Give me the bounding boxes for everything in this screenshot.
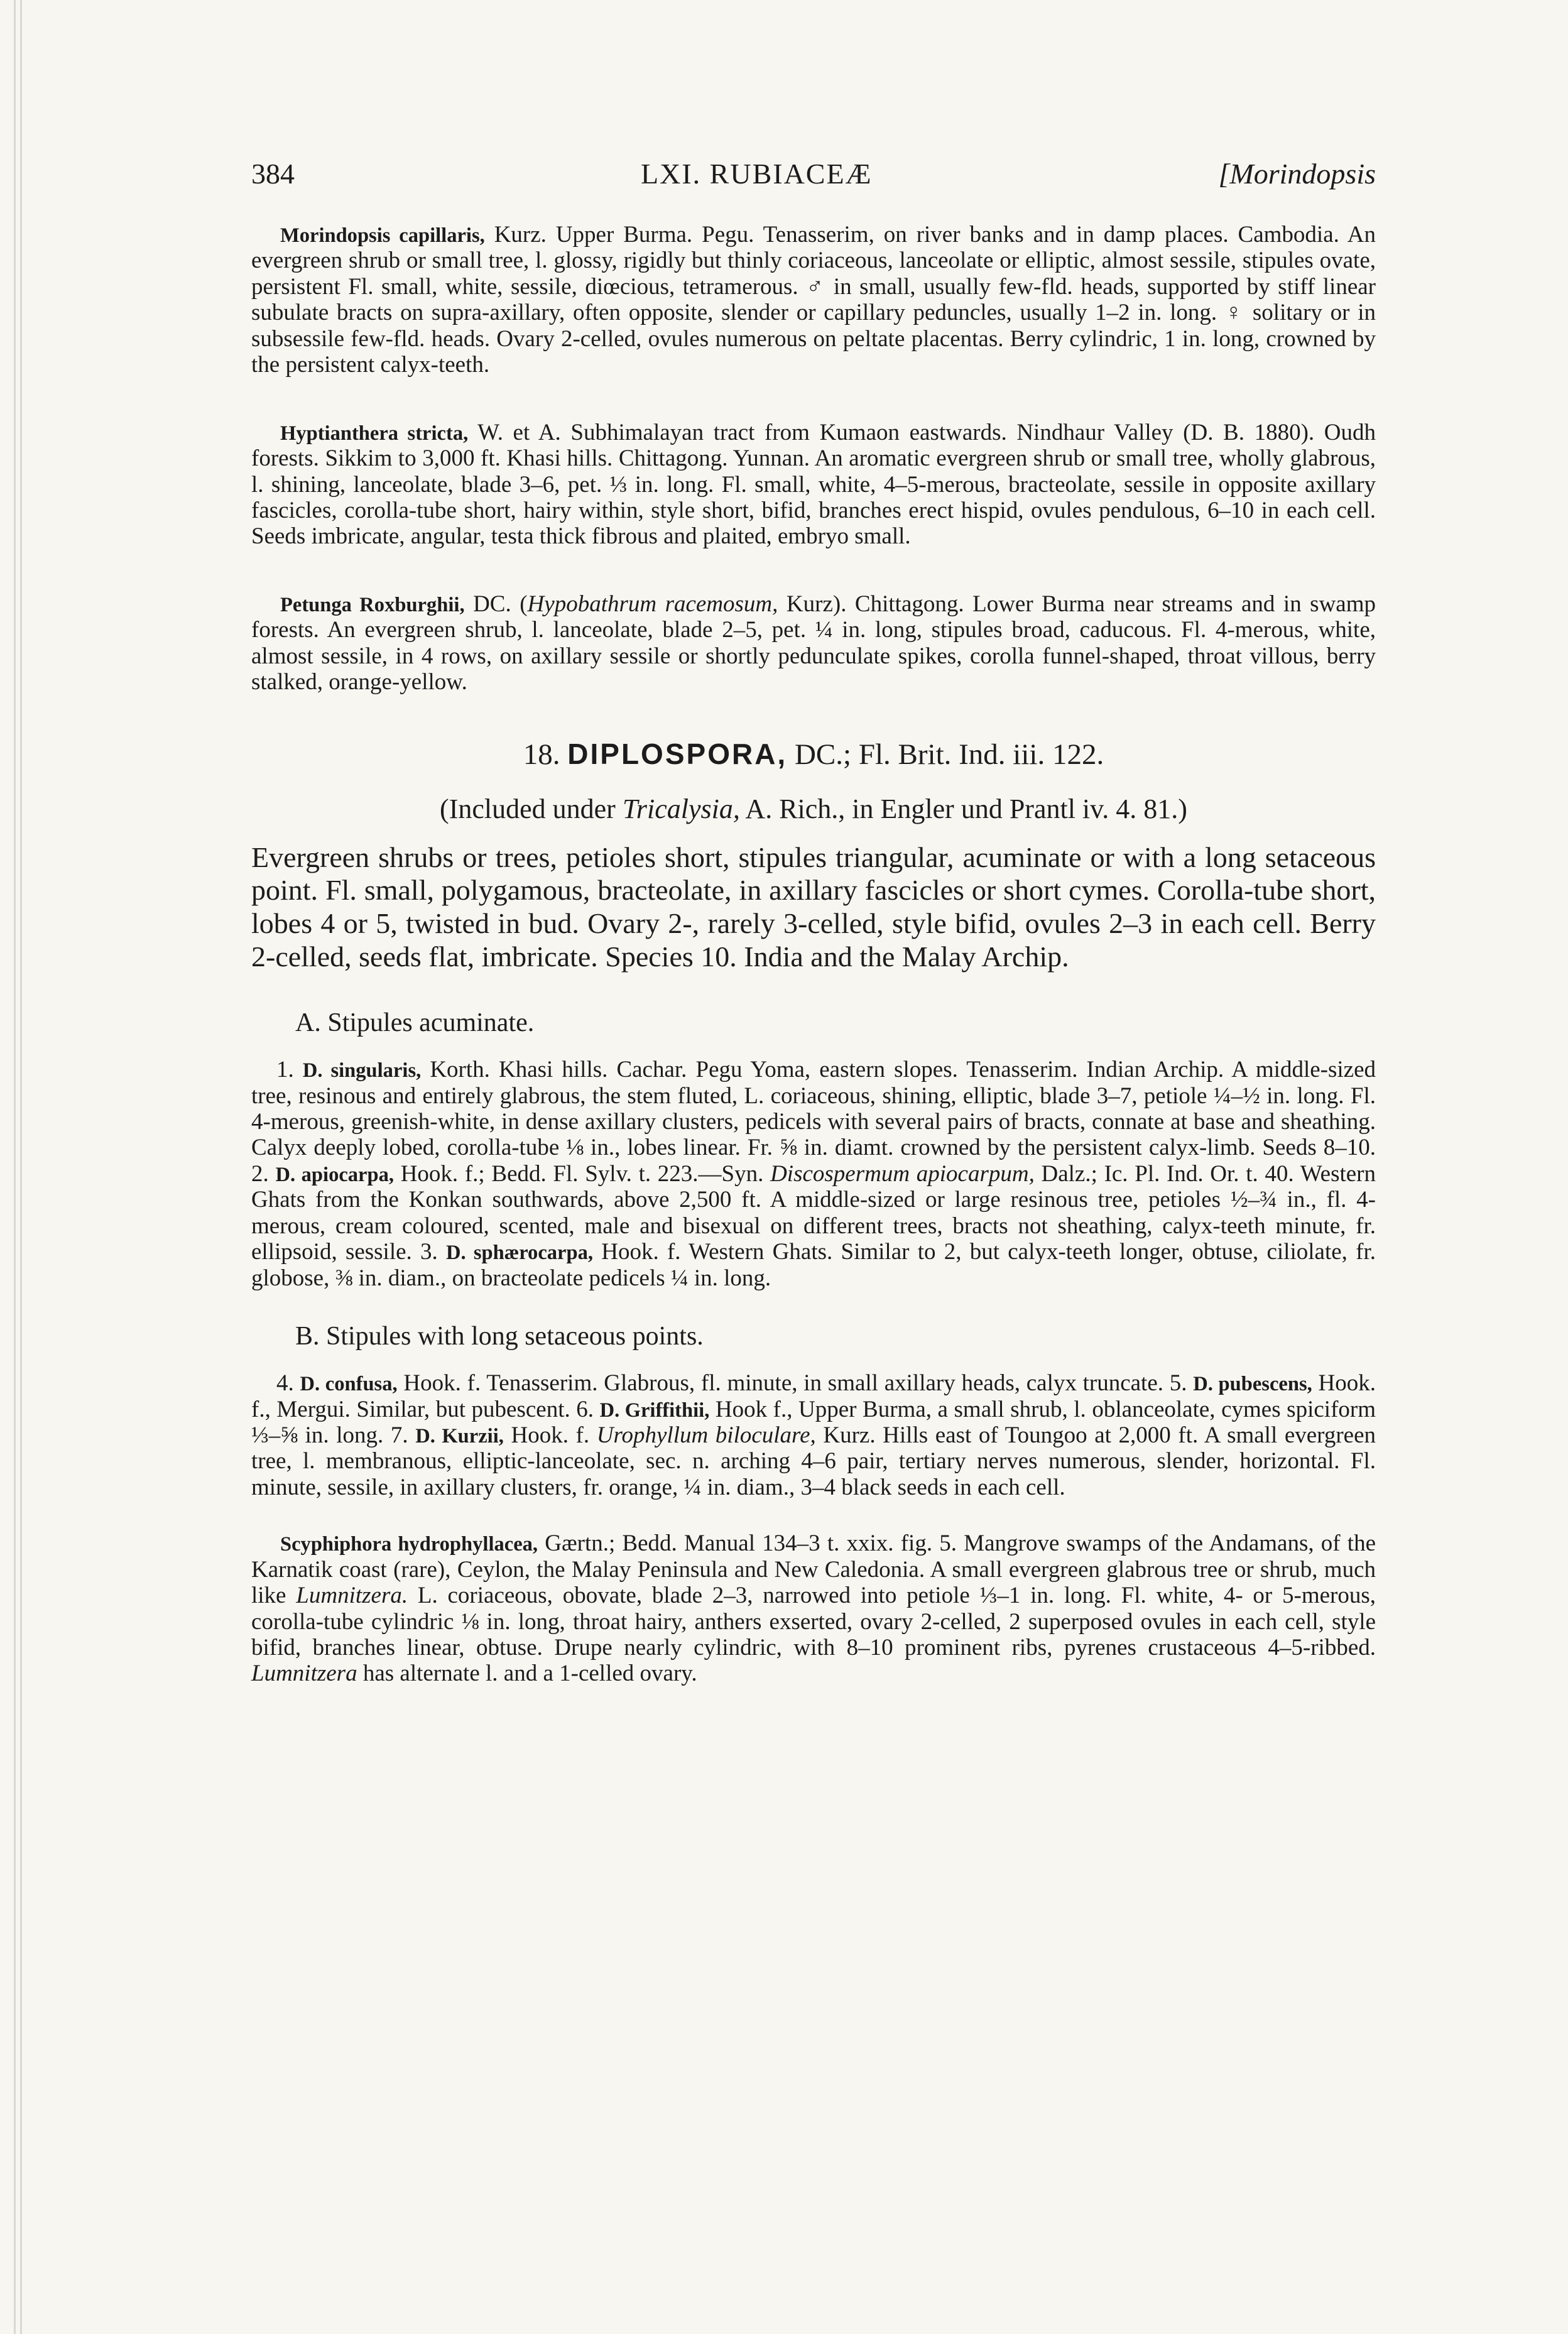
page-number: 384 <box>251 158 295 190</box>
entry-hyptianthera <box>251 420 1376 550</box>
page-title: LXI. RUBIACEÆ <box>641 158 873 190</box>
entry-text: Kurz). Chittagong. Lower Burma near streams and in swamp forests. An evergreen shrub, l. lanceolate, blade 2–5, pet. ¼ in. long, stipules broad, caducous. Fl. 4-merous, white, almost sessile, in 4 rows, on axillary sessile or shortly pedunculate spikes, corolla funnel-shaped, throat villous, berry stalked, orange-yellow. <box>251 591 1376 695</box>
entry-text: Kurz. Upper Burma. Pegu. Tenasserim, on river banks and in damp places. Cambodia. An evergreen shrub or small tree, l. glossy, rigidly but thinly coriaceous, lanceolate or elliptic, almost sessile, stipules ovate, persistent Fl. small, white, sessile, diœcious, tetramerous. ♂ in small, usually few-fld. heads, supported by stiff linear subulate bracts on supra-axillary, often opposite, slender or capillary peduncles, usually 1–2 in. long. ♀ solitary or in subsessile few-fld. heads. Ovary 2-celled, ovules numerous on peltate placentas. Berry cylindric, 1 in. long, crowned by the persistent calyx-teeth. <box>251 222 1376 378</box>
genus-ref: Lumnitzera. <box>296 1583 408 1609</box>
genus-heading <box>251 737 1376 772</box>
species-name: Petunga Roxburghii, <box>280 593 465 616</box>
genus-note: (Included under Tricalysia, A. Rich., in Engler und Prantl iv. 4. 81.) <box>440 793 1187 824</box>
page <box>251 157 1376 1728</box>
species-name: D. Kurzii, <box>415 1424 504 1448</box>
species-name: Hyptianthera stricta, <box>280 422 469 445</box>
species-name: D. confusa, <box>300 1373 398 1396</box>
running-head: [Morindopsis <box>1218 158 1376 190</box>
section-a-heading: A. Stipules acuminate. <box>295 1008 535 1038</box>
entry-scyphiphora: Scyphiphora hydrophyllacea, Gærtn.; Bedd. Manual 134–3 t. xxix. fig. 5. Mangrove swamps of the Andamans, of the Karnatik coast (rare), Ceylon, the Malay Peninsula and New Caledonia. A small evergreen glabrous tree or shrub, much like Lumnitzera. L. coriaceous, obovate, blade 2–3, narrowed into petiole ⅓–1 in. long. Fl. white, 4- or 5-merous, corolla-tube cylindric ⅛ in. long, throat hairy, anthers exserted, ovary 2-celled, 2 superposed ovules in each cell, style bifid, branches linear, obtuse. Drupe nearly cylindric, with 8–10 prominent ribs, pyrenes crustaceous 4–5-ribbed. Lumnitzera has alternate l. and a 1-celled ovary. <box>251 1530 1376 1687</box>
section-b-entries: 4. D. confusa, Hook. f. Tenasserim. Glabrous, fl. minute, in small axillary heads, calyx truncate. 5. D. pubescens, Hook. f., Mergui. Similar, but pubescent. 6. D. Griffithii, Hook f., Upper Burma, a small shrub, l. oblanceolate, cymes spiciform ⅓–⅝ in. long. 7. D. Kurzii, Hook. f. Urophyllum biloculare, Kurz. Hills east of Toungoo at 2,000 ft. A small evergreen tree, l. membranous, elliptic-lanceolate, sec. n. arching 4–6 pair, tertiary nerves numerous, slender, horizontal. Fl. minute, sessile, in axillary clusters, fr. orange, ¼ in. diam., 3–4 black seeds in each cell. <box>251 1370 1376 1500</box>
genus-note-name: Tricalysia, <box>622 793 740 824</box>
binding-margin-line <box>14 0 16 2334</box>
species-name: D. apiocarpa, <box>275 1163 395 1186</box>
genus-name: DIPLOSPORA, <box>567 737 788 770</box>
genus-description: Evergreen shrubs or trees, petioles short, stipules triangular, acuminate or with a long setaceous point. Fl. small, polygamous, bracteolate, in axillary fascicles or short cymes. Corolla-tube short, lobes 4 or 5, twisted in bud. Ovary 2-, rarely 3-celled, style bifid, ovules 2–3 in each cell. Berry 2-celled, seeds flat, imbricate. Species 10. India and the Malay Archip. <box>251 841 1376 973</box>
species-name: D. Griffithii, <box>599 1399 710 1422</box>
section-a-entries: 1. D. singularis, Korth. Khasi hills. Cachar. Pegu Yoma, eastern slopes. Tenasserim. Indian Archip. A middle-sized tree, resinous and entirely glabrous, the stem fluted, L. coriaceous, shining, elliptic, blade 3–7, petiole ¼–½ in. long. Fl. 4-merous, greenish-white, in dense axillary clusters, pedicels with several pairs of bracts, connate at base and sheathing. Calyx deeply lobed, corolla-tube ⅛ in., lobes linear. Fr. ⅝ in. diamt. crowned by the persistent calyx-limb. Seeds 8–10. 2. D. apiocarpa, Hook. f.; Bedd. Fl. Sylv. t. 223.—Syn. Discospermum apiocarpum, Dalz.; Ic. Pl. Ind. Or. t. 40. Western Ghats from the Konkan southwards, above 2,500 ft. A middle-sized or large resinous tree, petioles ½–¾ in., fl. 4-merous, cream coloured, scented, male and bisexual on different trees, bracts not sheathing, calyx-teeth minute, fr. ellipsoid, sessile. 3. D. sphærocarpa, Hook. f. Western Ghats. Similar to 2, but calyx-teeth longer, obtuse, ciliolate, fr. globose, ⅜ in. diam., on bracteolate pedicels ¼ in. long. <box>251 1057 1376 1291</box>
genus-ref: Lumnitzera <box>251 1661 357 1687</box>
entry-text: DC. ( <box>464 591 528 617</box>
section-b-heading: B. Stipules with long setaceous points. <box>295 1322 704 1351</box>
synonym: Urophyllum biloculare, <box>596 1422 816 1448</box>
species-name: Morindopsis capillaris, <box>280 224 485 247</box>
species-name: D. singularis, <box>302 1059 422 1082</box>
entry-petunga <box>251 591 1376 695</box>
genus-reference: DC.; Fl. Brit. Ind. iii. 122. <box>787 738 1104 771</box>
species-name: D. sphærocarpa, <box>446 1241 594 1265</box>
entry-text: W. et A. Subhimalayan tract from Kumaon eastwards. Nindhaur Valley (D. B. 1880). Oudh forests. Sikkim to 3,000 ft. Khasi hills. Chittagong. Yunnan. An aromatic evergreen shrub or small tree, wholly glabrous, l. shining, lanceolate, blade 3–6, pet. ⅓ in. long. Fl. small, white, 4–5-merous, bracteolate, sessile in opposite axillary fascicles, corolla-tube short, hairy within, style short, bifid, branches erect hispid, ovules pendulous, 6–10 in each cell. Seeds imbricate, angular, testa thick fibrous and plaited, embryo small. <box>251 419 1376 550</box>
synonym: Discospermum apiocarpum, <box>770 1160 1035 1187</box>
synonym: Hypobathrum racemosum, <box>527 591 778 617</box>
species-name: Scyphiphora hydrophyllacea, <box>280 1533 538 1556</box>
entry-morindopsis <box>251 222 1376 378</box>
page-header <box>251 157 1376 190</box>
binding-margin-line <box>20 0 22 2334</box>
genus-number: 18. <box>523 738 568 771</box>
species-name: D. pubescens, <box>1193 1373 1312 1396</box>
